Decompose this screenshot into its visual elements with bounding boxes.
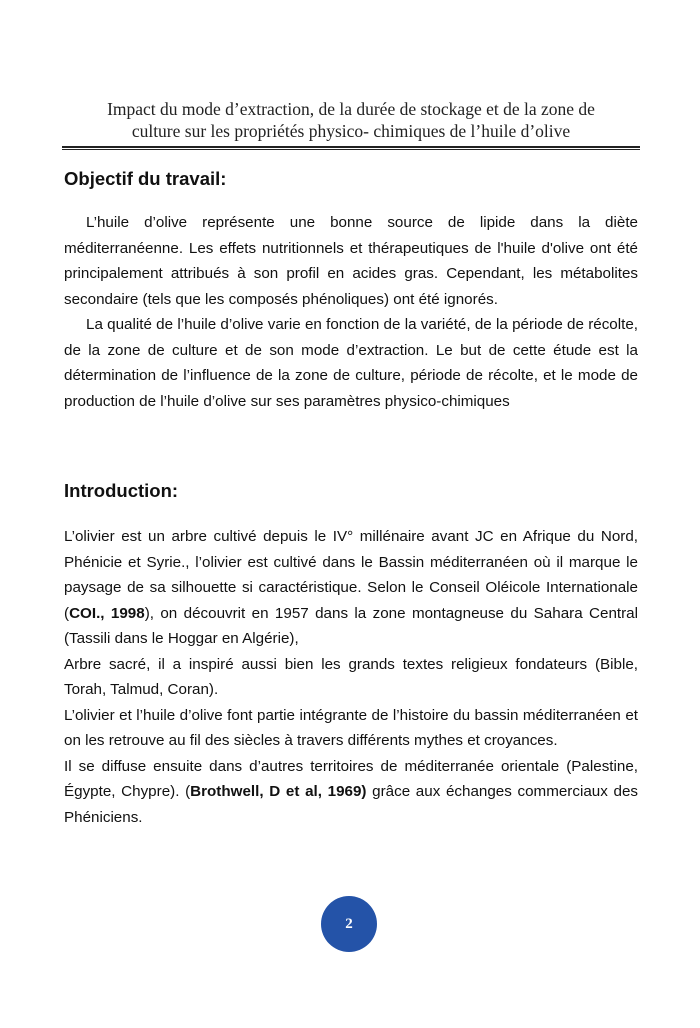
introduction-body xyxy=(64,524,638,830)
section-heading-introduction: Introduction: xyxy=(64,480,179,501)
intro-p1-text-b: ), on découvrit en 1957 dans la zone montagneuse du Sahara Central (Tassili dans le Hoggar en Algérie), xyxy=(64,604,638,647)
objectif-paragraph-1: L’huile d’olive représente une bonne source de lipide dans la diète méditerranéenne. Les effets nutritionnels et thérapeutiques de l'huile d'olive ont été principalement attribués à son profil en acides gras. Cependant, les métabolites secondaire (tels que les composés phénoliques) ont été ignorés. xyxy=(64,214,638,308)
introduction-paragraph-4 xyxy=(64,754,638,831)
section-heading-objectif: Objectif du travail: xyxy=(64,168,227,189)
intro-p4-text-a: Il se diffuse ensuite dans d’autres territoires de méditerranée orientale (Palestine, Égypte, Chypre). ( xyxy=(64,757,638,800)
introduction-paragraph-1 xyxy=(64,524,638,652)
page-number-badge: 2 xyxy=(321,896,377,952)
objectif-body xyxy=(64,210,638,414)
header-title-line1: Impact du mode d’extraction, de la durée de stockage et de la zone de xyxy=(107,99,595,119)
page-header xyxy=(62,98,640,142)
header-title-line2: culture sur les propriétés physico- chimiques de l’huile d’olive xyxy=(131,121,571,141)
introduction-paragraph-2: Arbre sacré, il a inspiré aussi bien les grands textes religieux fondateurs (Bible, Torah, Talmud, Coran). xyxy=(64,655,638,698)
citation-coi: COI., 1998 xyxy=(69,604,145,622)
objectif-paragraph-2: La qualité de l’huile d’olive varie en fonction de la variété, de la période de récolte, de la zone de culture et de son mode d’extraction. Le but de cette étude est la détermination de l’influence de la zone de culture, période de récolte, et le mode de production de l’huile d’olive sur ses paramètres physico-chimiques xyxy=(64,316,638,410)
header-divider xyxy=(62,146,640,150)
introduction-paragraph-3: L’olivier et l’huile d’olive font partie intégrante de l’histoire du bassin méditerranéen et on les retrouve au fil des siècles à travers différents mythes et croyances. xyxy=(64,706,638,749)
citation-brothwell: Brothwell, D et al, 1969) xyxy=(190,783,367,800)
intro-p1-text-a: L’olivier est un arbre cultivé depuis le IV° millénaire avant JC en Afrique du Nord, Phénicie et Syrie., l’olivier est cultivé dans le Bassin méditerranéen où il marque le paysage de sa silhouette si caractéristique. Selon le Conseil Oléicole Internationale ( xyxy=(64,528,638,622)
intro-p4-text-b: grâce aux échanges commerciaux des Phéniciens. xyxy=(64,783,638,826)
